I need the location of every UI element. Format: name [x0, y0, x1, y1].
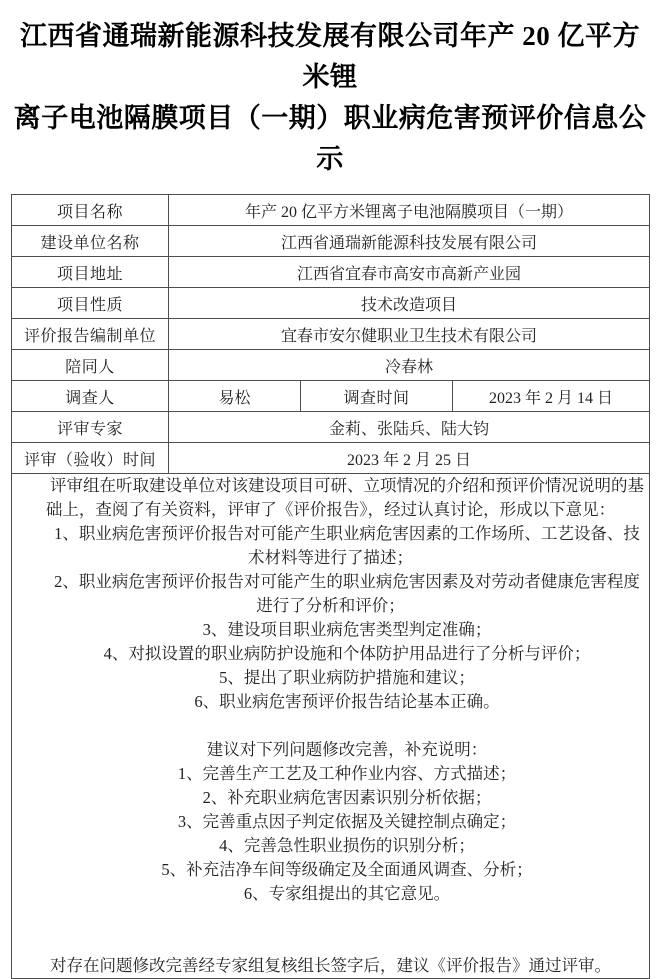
- builder-name-label: 建设单位名称: [12, 226, 169, 257]
- opinion-finding-4: 4、对拟设置的职业病防护设施和个体防护用品进行了分析与评价；: [103, 644, 591, 663]
- experts-value: 金莉、张陆兵、陆大钧: [169, 412, 650, 443]
- table-row-opinion: [12, 474, 650, 979]
- review-time-label: 评审（验收）时间: [12, 443, 169, 474]
- survey-time-label: 调查时间: [301, 381, 453, 412]
- report-agency-label: 评价报告编制单位: [12, 319, 169, 350]
- project-address-label: 项目地址: [12, 257, 169, 288]
- opinion-intro: 评审组在听取建设单位对该建设项目可研、立项情况的介绍和预评价情况说明的基础上，查阅了有关资料，评审了《评价报告》，经过认真讨论，形成以下意见：: [45, 476, 644, 519]
- experts-label: 评审专家: [12, 412, 169, 443]
- review-time-value: 2023 年 2 月 25 日: [169, 443, 650, 474]
- surveyor-label: 调查人: [12, 381, 169, 412]
- suggestion-2: 2、补充职业病危害因素识别分析依据；: [202, 788, 492, 807]
- table-row-survey: [12, 381, 650, 412]
- opinion-finding-1: 1、职业病危害预评价报告对可能产生职业病危害因素的工作场所、工艺设备、技术材料等进行了描述；: [54, 524, 640, 567]
- builder-name-value: 江西省通瑞新能源科技发展有限公司: [169, 226, 650, 257]
- page-title: [8, 16, 652, 180]
- suggestion-1: 1、完善生产工艺及工种作业内容、方式描述；: [177, 764, 517, 783]
- project-nature-label: 项目性质: [12, 288, 169, 319]
- table-row-review-time: [12, 443, 650, 474]
- document-page: [0, 16, 660, 975]
- table-row-experts: [12, 412, 650, 443]
- escort-value: 冷春林: [169, 350, 650, 381]
- review-opinion-cell: [12, 474, 650, 979]
- table-row-project-nature: [12, 288, 650, 319]
- table-row-project-address: [12, 257, 650, 288]
- table-row-escort: [12, 350, 650, 381]
- surveyor-value: 易松: [169, 381, 301, 412]
- project-nature-value: 技术改造项目: [169, 288, 650, 319]
- project-info-table: [11, 194, 650, 979]
- suggestion-6: 6、专家组提出的其它意见。: [243, 884, 451, 903]
- escort-label: 陪同人: [12, 350, 169, 381]
- opinion-finding-3: 3、建设项目职业病危害类型判定准确；: [202, 620, 492, 639]
- opinion-finding-5: 5、提出了职业病防护措施和建议；: [219, 668, 475, 687]
- project-address-value: 江西省宜春市高安市高新产业园: [169, 257, 650, 288]
- project-name-label: 项目名称: [12, 195, 169, 226]
- table-row-project-name: [12, 195, 650, 226]
- opinion-finding-6: 6、职业病危害预评价报告结论基本正确。: [194, 692, 500, 711]
- suggestion-5: 5、补充洁净车间等级确定及全面通风调查、分析；: [161, 860, 533, 879]
- suggestion-3: 3、完善重点因子判定依据及关键控制点确定；: [177, 812, 517, 831]
- page-title-line-1: 江西省通瑞新能源科技发展有限公司年产 20 亿平方米锂: [20, 21, 640, 92]
- opinion-finding-2: 2、职业病危害预评价报告对可能产生的职业病危害因素及对劳动者健康危害程度进行了分析和评价；: [54, 572, 640, 615]
- opinion-conclusion: 对存在问题修改完善经专家组复核组长签字后，建议《评价报告》通过评审。: [50, 956, 611, 975]
- suggestion-header: 建议对下列问题修改完善，补充说明：: [206, 740, 488, 759]
- page-title-line-2: 离子电池隔膜项目（一期）职业病危害预评价信息公示: [13, 103, 647, 174]
- table-row-builder-name: [12, 226, 650, 257]
- report-agency-value: 宜春市安尔健职业卫生技术有限公司: [169, 319, 650, 350]
- suggestion-4: 4、完善急性职业损伤的识别分析；: [219, 836, 475, 855]
- survey-time-value: 2023 年 2 月 14 日: [453, 381, 650, 412]
- project-name-value: 年产 20 亿平方米锂离子电池隔膜项目（一期）: [169, 195, 650, 226]
- table-row-report-agency: [12, 319, 650, 350]
